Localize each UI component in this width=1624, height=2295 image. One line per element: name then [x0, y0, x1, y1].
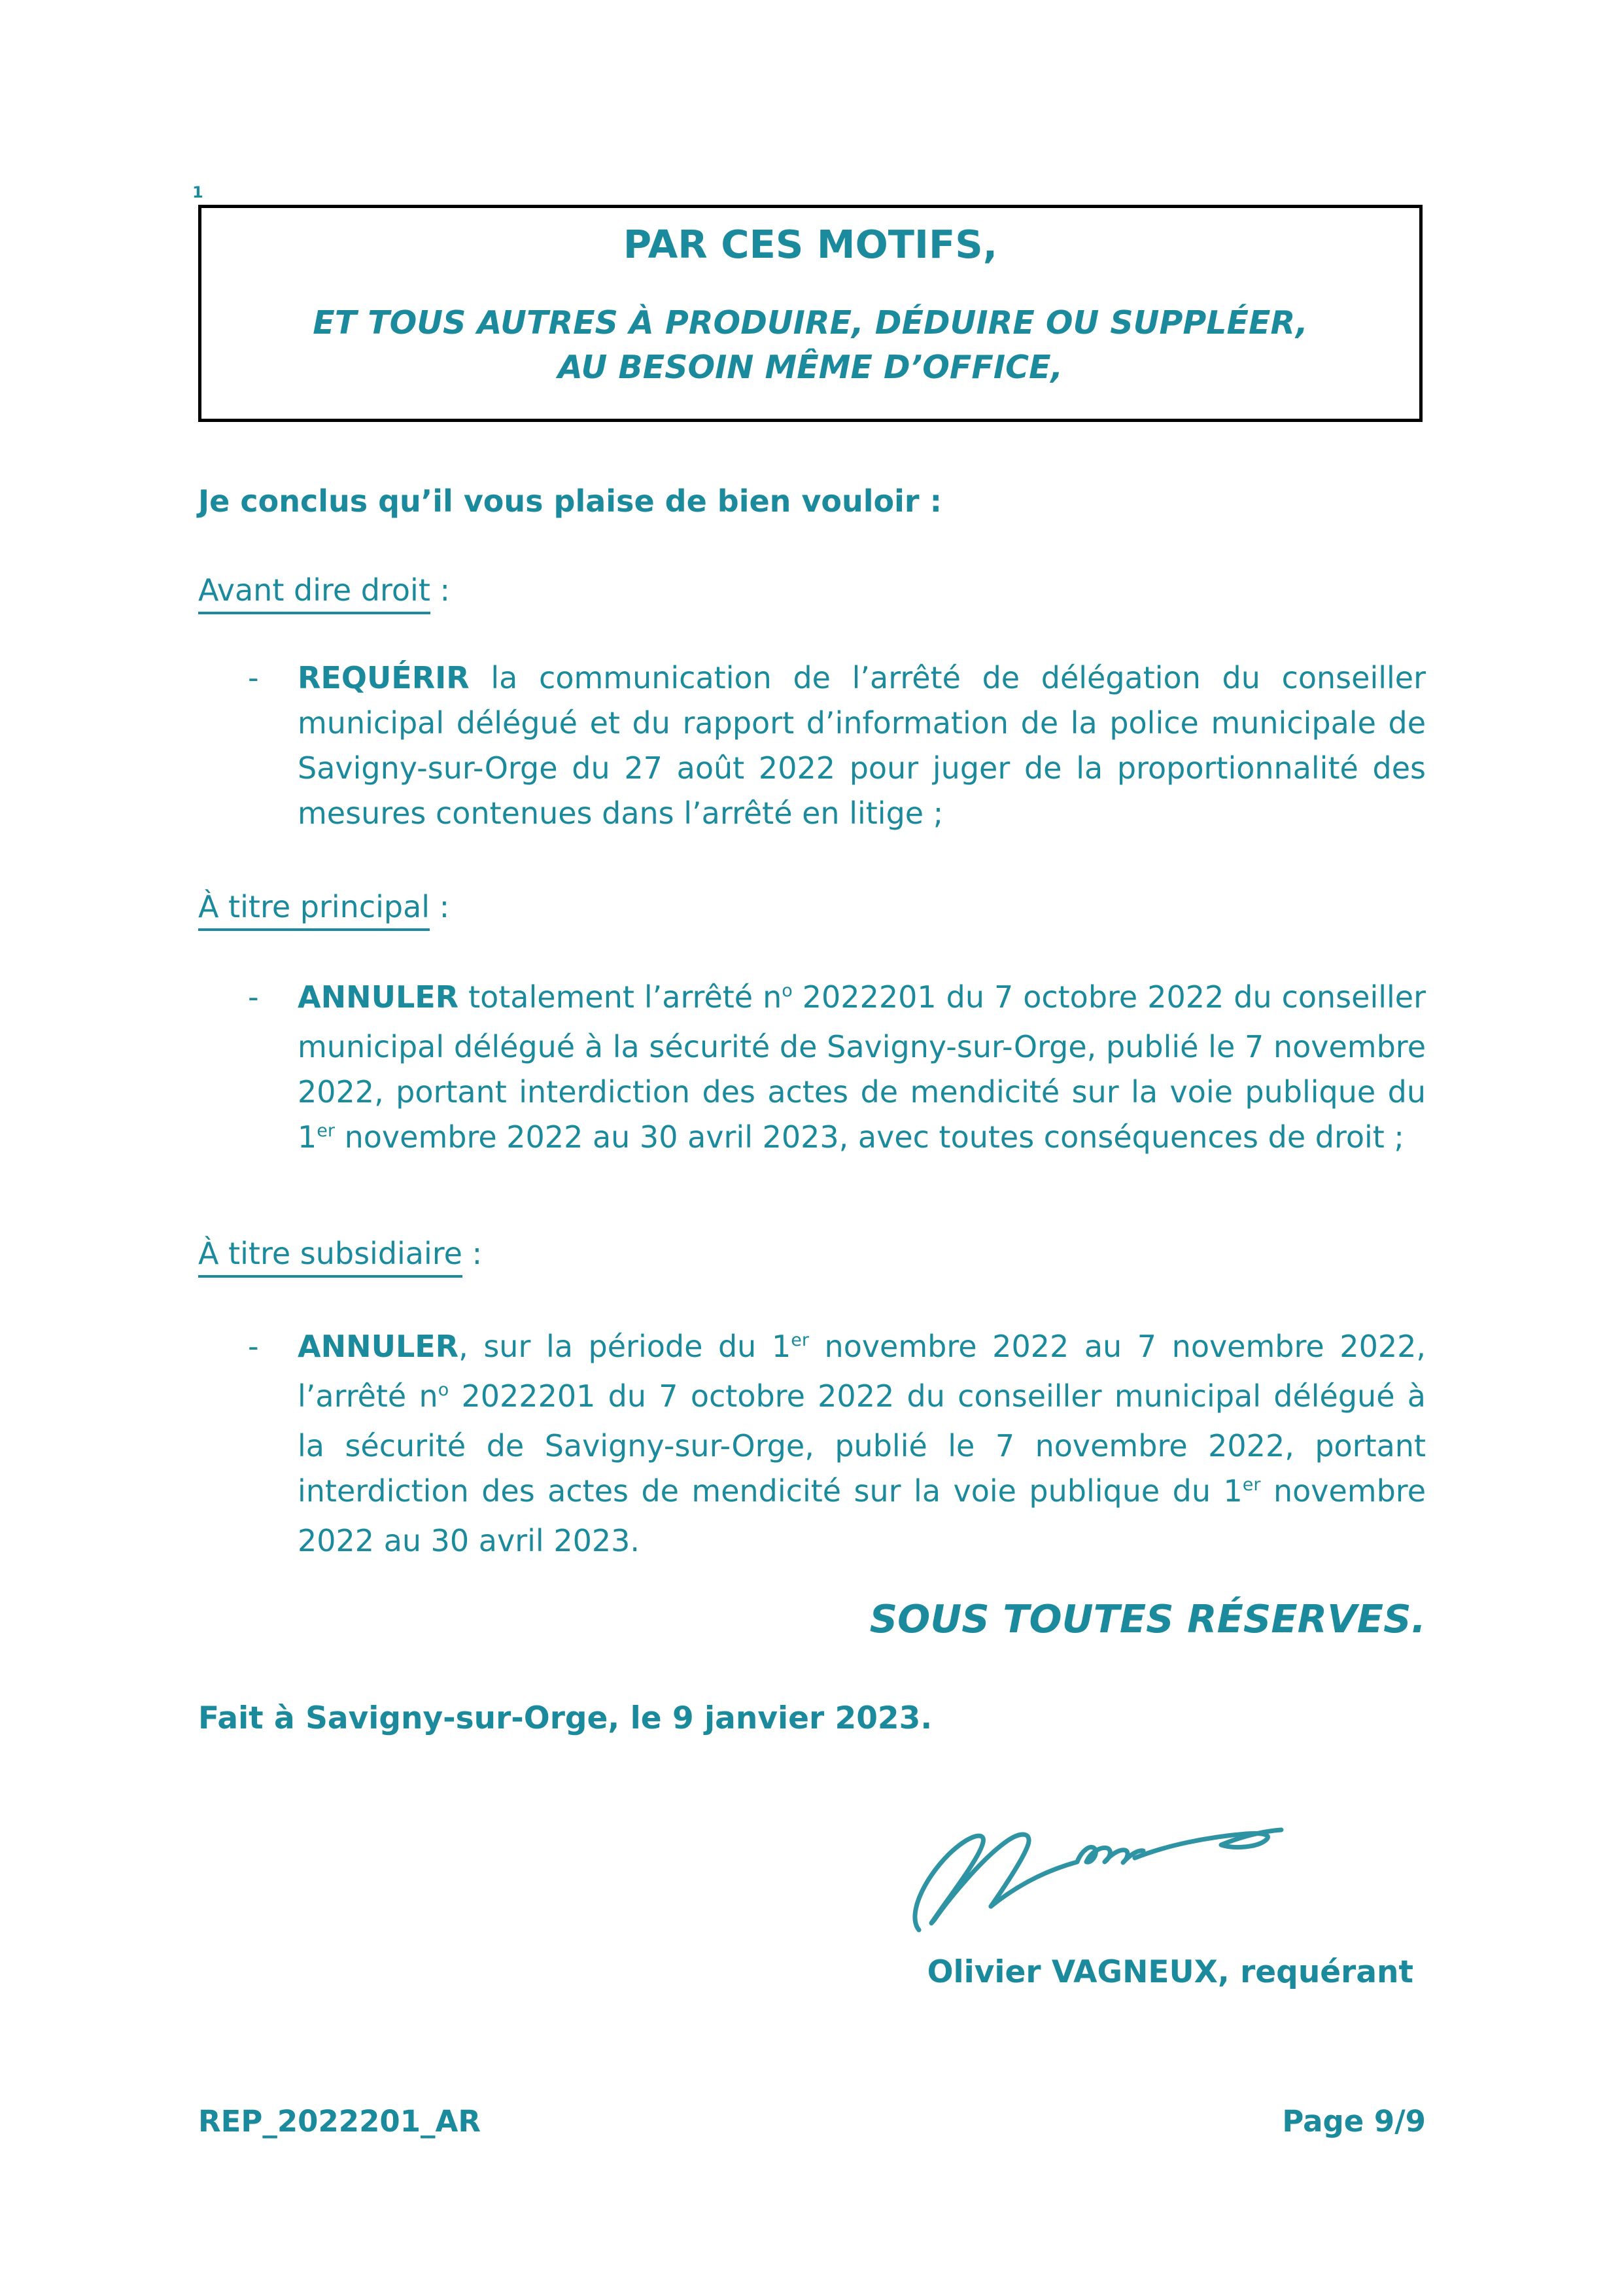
section-heading-titre-subsidiaire: [198, 1231, 482, 1276]
signature-loop-stroke: [915, 1834, 1029, 1930]
place-date-line: Fait à Savigny-sur-Orge, le 9 janvier 2023.: [198, 1700, 933, 1736]
section-heading-colon: :: [462, 1236, 483, 1271]
box-subtitle-line-2: AU BESOIN MÊME D’OFFICE,: [557, 349, 1063, 386]
section-heading-text: À titre subsidiaire: [198, 1236, 462, 1278]
box-subtitle: [201, 301, 1419, 390]
box-title: PAR CES MOTIFS,: [623, 222, 998, 267]
bullet-dash: -: [248, 660, 259, 695]
list-item-annuler-periode: [198, 1324, 1426, 1564]
section-heading-colon: :: [430, 889, 450, 924]
intro-paragraph: Je conclus qu’il vous plaise de bien vouloir :: [198, 483, 942, 519]
footnote-mark: 1: [192, 183, 203, 201]
section-heading-text: À titre principal: [198, 889, 430, 931]
signature-scribble: [906, 1817, 1292, 1938]
signature-letters-stroke: [991, 1847, 1143, 1906]
footer-page-number: Page 9/9: [1282, 2104, 1426, 2139]
footer-reference: REP_2022201_AR: [198, 2104, 481, 2139]
list-item-annuler-totalement: [198, 975, 1426, 1165]
bullet-dash: -: [248, 979, 259, 1015]
list-item-requerir: [198, 656, 1426, 836]
sous-toutes-reserves-line: SOUS TOUTES RÉSERVES.: [869, 1596, 1426, 1641]
box-subtitle-line-1: ET TOUS AUTRES À PRODUIRE, DÉDUIRE OU SUPPLÉER,: [313, 304, 1308, 342]
signer-name-line: Olivier VAGNEUX, requérant: [927, 1954, 1413, 1990]
list-item-text: ANNULER, sur la période du 1er novembre 2022 au 7 novembre 2022, l’arrêté $n^o$ 2022201 du 7 octobre 2022 du conseiller municipal délégué à la sécurité de Savigny-sur-Orge, publié le 7 novembre 2022, portant interdiction des actes de mendicité sur la voie publique du 1er novembre 2022 au 30 avril 2023.: [298, 1329, 1426, 1558]
section-heading-avant-dire-droit: [198, 568, 450, 613]
section-heading-titre-principal: [198, 885, 449, 930]
list-item-text: ANNULER totalement l’arrêté $n^o$ 2022201 du 7 octobre 2022 du conseiller municipal délégué à la sécurité de Savigny-sur-Orge, publié le 7 novembre 2022, portant interdiction des actes de mendicité sur la voie publique du 1er novembre 2022 au 30 avril 2023, avec toutes conséquences de droit ;: [298, 979, 1426, 1155]
bullet-dash: -: [248, 1329, 259, 1364]
section-heading-text: Avant dire droit: [198, 572, 430, 614]
par-ces-motifs-box: [198, 205, 1423, 422]
signature-flourish-stroke: [1135, 1830, 1281, 1858]
section-heading-colon: :: [430, 572, 450, 608]
list-item-text: REQUÉRIR la communication de l’arrêté de délégation du conseiller municipal délégué et du rapport d’information de la police municipale de Savigny-sur-Orge du 27 août 2022 pour juger de la proportionnalité des mesures contenues dans l’arrêté en litige ;: [298, 660, 1426, 831]
